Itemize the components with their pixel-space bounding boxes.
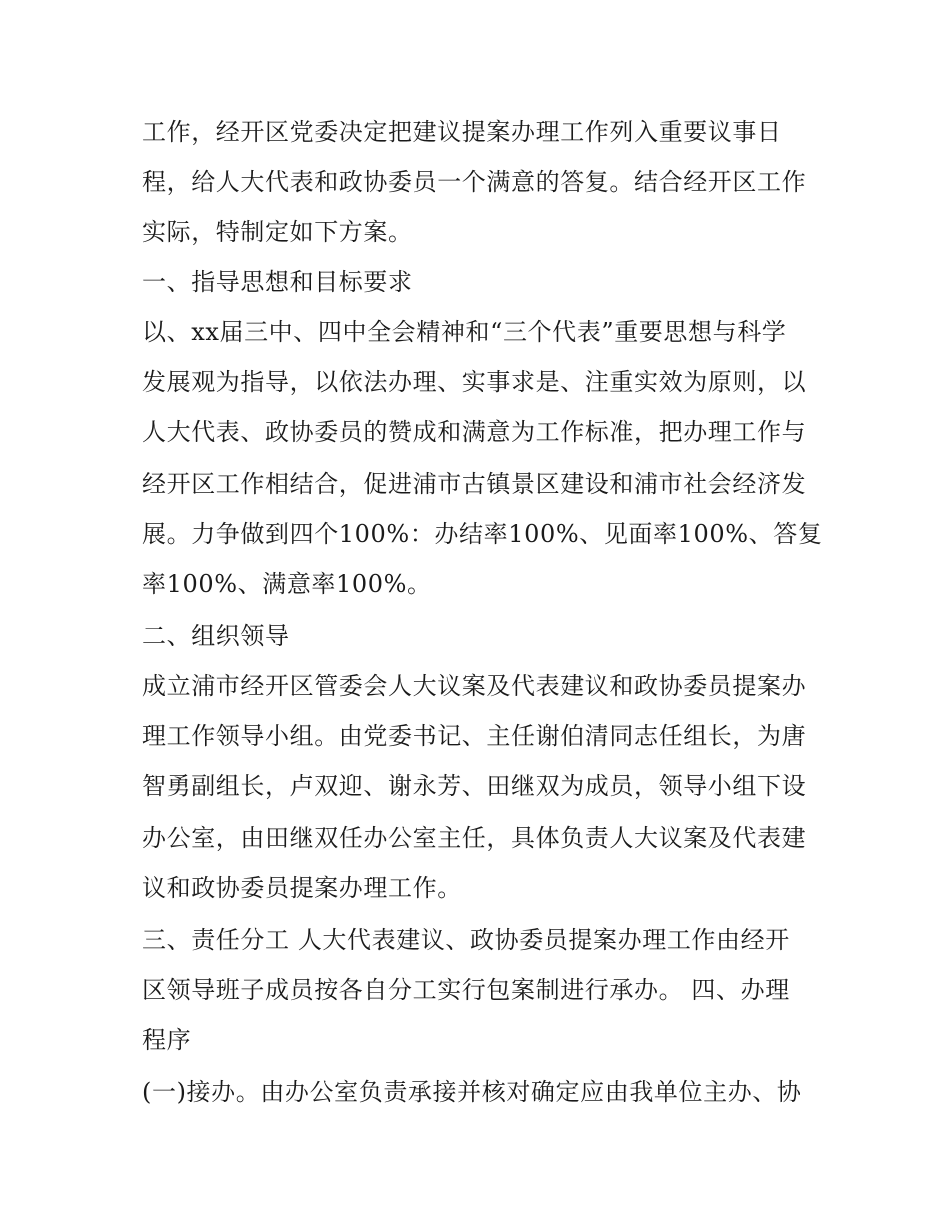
paragraph-line: 以、xx届三中、四中全会精神和“三个代表”重要思想与科学 bbox=[142, 318, 787, 346]
section-heading: 三、责任分工 人大代表建议、政协委员提案办理工作由经开 bbox=[142, 926, 790, 954]
paragraph-line: 理工作领导小组。由党委书记、主任谢伯清同志任组长，为唐 bbox=[142, 722, 807, 750]
paragraph-line: 办公室，由田继双任办公室主任，具体负责人大议案及代表建 bbox=[142, 824, 807, 852]
paragraph-line: 程，给人大代表和政协委员一个满意的答复。结合经开区工作 bbox=[142, 168, 807, 196]
paragraph-line: 智勇副组长，卢双迎、谢永芳、田继双为成员，领导小组下设 bbox=[142, 772, 807, 800]
section-heading: 二、组织领导 bbox=[142, 622, 290, 650]
paragraph-line: 议和政协委员提案办理工作。 bbox=[142, 874, 462, 902]
paragraph-line: 程序 bbox=[142, 1026, 192, 1054]
paragraph-line: 实际，特制定如下方案。 bbox=[142, 218, 413, 246]
paragraph-line: 工作，经开区党委决定把建议提案办理工作列入重要议事日 bbox=[142, 118, 782, 146]
paragraph-line: 人大代表、政协委员的赞成和满意为工作标准，把办理工作与 bbox=[142, 418, 807, 446]
paragraph-line: 展。力争做到四个100%：办结率100%、见面率100%、答复 bbox=[142, 520, 823, 548]
section-heading: 一、指导思想和目标要求 bbox=[142, 268, 413, 296]
paragraph-line: 成立浦市经开区管委会人大议案及代表建议和政协委员提案办 bbox=[142, 672, 807, 700]
paragraph-line: 率100%、满意率100%。 bbox=[142, 570, 432, 598]
paragraph-line: 发展观为指导，以依法办理、实事求是、注重实效为原则，以 bbox=[142, 368, 807, 396]
paragraph-line: 区领导班子成员按各自分工实行包案制进行承办。 四、办理 bbox=[142, 976, 790, 1004]
paragraph-line: (一)接办。由办公室负责承接并核对确定应由我单位主办、协 bbox=[142, 1078, 802, 1106]
paragraph-line: 经开区工作相结合，促进浦市古镇景区建设和浦市社会经济发 bbox=[142, 470, 807, 498]
